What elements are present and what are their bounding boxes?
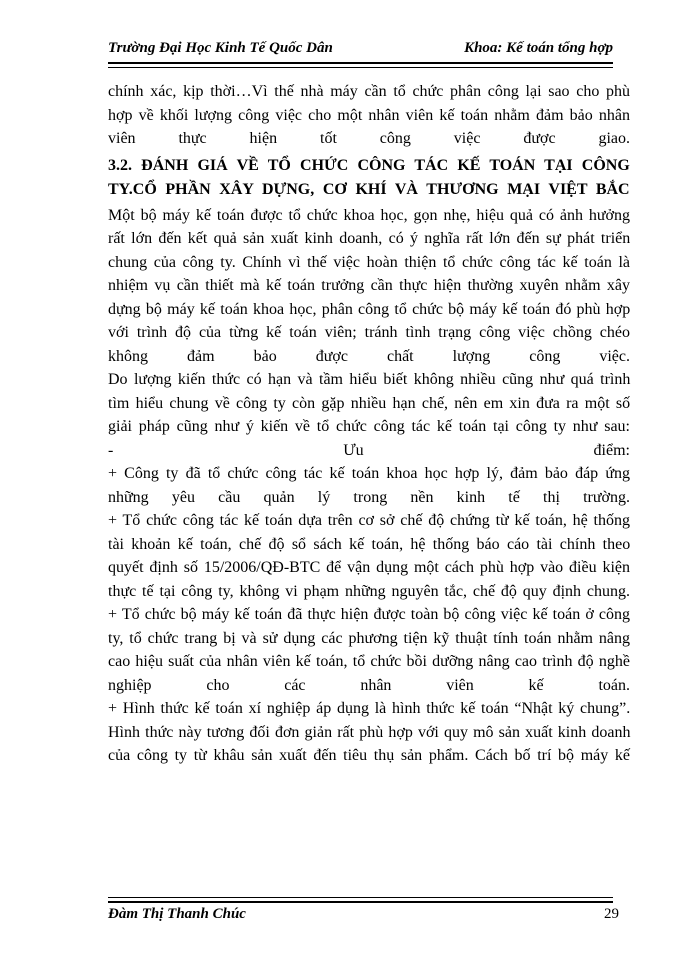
text-line: chính xác, kịp thời…Vì thế nhà máy cần tổ chức phân công lại sao cho phù [108, 83, 630, 100]
text-line: những yêu cầu quản lý trong nền kinh tế thị trường. [108, 488, 630, 506]
text-line: + Tổ chức công tác kế toán dựa trên cơ sở chế độ chứng từ kế toán, hệ thống [108, 512, 630, 529]
footer-rule-thick [108, 901, 613, 903]
text-line: tìm hiểu chung về công ty còn gặp nhiều hạn chế, nên em xin đưa ra một số [108, 394, 631, 412]
section-heading [108, 154, 630, 202]
paragraph-advantage-1 [108, 462, 630, 509]
header-rule-thin [108, 67, 613, 68]
text-line: Do lượng kiến thức có hạn và tầm hiểu biết không nhiều cũng như quá trình [108, 371, 631, 388]
text-line: Một bộ máy kế toán được tổ chức khoa học, gọn nhẹ, hiệu quả có ảnh hưởng [108, 206, 630, 224]
text-line: hợp về khối lượng công việc cho một nhân viên kế toán nhằm đảm bảo nhân [108, 106, 630, 124]
paragraph-advantages-label [108, 439, 630, 463]
text-line: với trình độ của từng kế toán viên; tránh tình trạng công việc chồng chéo [108, 324, 630, 341]
paragraph-advantage-3 [108, 603, 630, 697]
text-line: 3.2. ĐÁNH GIÁ VỀ TỔ CHỨC CÔNG TÁC KẾ TOÁN TẠI CÔNG [108, 156, 630, 174]
text-line: ty, tổ chức trang bị và sử dụng các phương tiện kỹ thuật tính toán nhằm nâng [108, 629, 630, 647]
text-line: - Ưu điểm: [108, 441, 630, 459]
text-line: + Công ty đã tổ chức công tác kế toán khoa học hợp lý, đảm bảo đáp ứng [108, 465, 630, 482]
page-footer [108, 897, 619, 927]
text-line: rất lớn đến kết quả sản xuất kinh doanh, có ý nghĩa rất lớn đến sự phát triển [108, 230, 631, 247]
text-line: không đảm bảo được chất lượng công việc. [108, 347, 630, 365]
text-line: + Hình thức kế toán xí nghiệp áp dụng là hình thức kế toán “Nhật ký chung”. [108, 700, 631, 717]
header-rule-thick [108, 62, 613, 64]
text-line: quyết định số 15/2006/QĐ-BTC để vận dụng một cách phù hợp vào điều kiện [108, 559, 630, 576]
header-department: Khoa: Kế toán tổng hợp [464, 40, 613, 56]
text-line: cao hiệu suất của nhân viên kế toán, tổ chức bồi dưỡng nâng cao trình độ nghề [108, 653, 630, 670]
text-line: giải pháp cũng như ý kiến về tổ chức công tác kế toán tại công ty như sau: [108, 418, 630, 435]
paragraph-intro [108, 80, 630, 151]
text-line: chung của công ty. Chính vì thế việc hoàn thiện tổ chức công tác kế toán là [108, 253, 630, 271]
page-body [108, 80, 630, 768]
text-line: tài khoản kế toán, chế độ sổ sách kế toán, hệ thống báo cáo tài chính theo [108, 535, 631, 553]
paragraph-limited-knowledge [108, 368, 630, 439]
footer-author: Đàm Thị Thanh Chúc [108, 906, 246, 922]
paragraph-accounting-apparatus [108, 204, 630, 369]
text-line: của công ty từ khâu sản xuất đến tiêu thụ sản phẩm. Cách bố trí bộ máy kế [108, 747, 630, 764]
text-line: thực tế tại công ty, không vi phạm những nguyên tắc, chế độ quy định chung. [108, 582, 630, 600]
paragraph-advantage-2 [108, 509, 630, 603]
text-line: nghiệp cho các nhân viên kế toán. [108, 676, 630, 694]
footer-rule-thin [108, 897, 613, 898]
page-header [108, 36, 613, 68]
text-line: nhiệm vụ cần thiết mà kế toán trưởng cần thực hiện thường xuyên nhằm xây [108, 277, 630, 294]
text-line: + Tổ chức bộ máy kế toán đã thực hiện được toàn bộ công việc kế toán ở công [108, 606, 630, 623]
text-line: TY.CỔ PHẦN XÂY DỰNG, CƠ KHÍ VÀ THƯƠNG MẠI VIỆT BẮC [108, 180, 630, 198]
paragraph-advantage-4 [108, 697, 630, 768]
page-number: 29 [604, 906, 619, 922]
text-line: Hình thức này tương đối đơn giản rất phù hợp với quy mô sản xuất kinh doanh [108, 723, 631, 741]
text-line: viên thực hiện tốt công việc được giao. [108, 130, 630, 147]
header-school: Trường Đại Học Kinh Tế Quốc Dân [108, 40, 333, 56]
text-line: dựng bộ máy kế toán khoa học, phân công tổ chức bộ máy kế toán đó phù hợp [108, 300, 631, 318]
